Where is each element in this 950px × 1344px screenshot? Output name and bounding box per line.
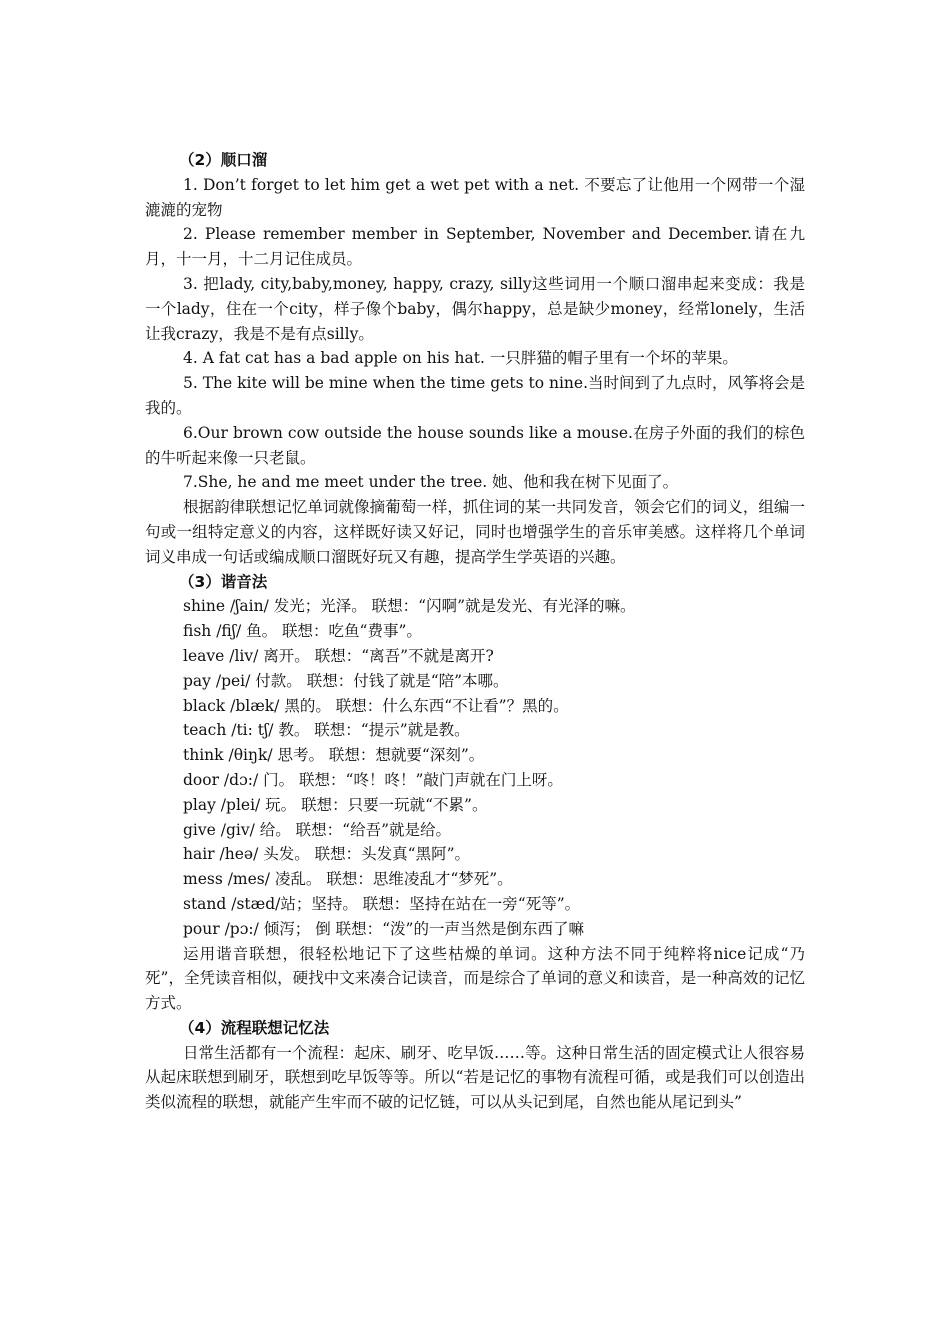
homophone-item: pay /pei/ 付款。 联想：付钱了就是“陪”本哪。 (183, 671, 509, 690)
homophone-summary: 运用谐音联想，很轻松地记下了这些枯燥的单词。这种方法不同于纯粹将nice记成“乃死”，全凭读音相似，硬找中文来凑合记读音，而是综合了单词的意义和读音，是一种高效的记忆方式。 (145, 944, 805, 1013)
section-heading-homophone: （3）谐音法 (179, 572, 268, 591)
section-heading-rhymes: （2）顺口溜 (179, 151, 268, 169)
rhymes-summary: 根据韵律联想记忆单词就像摘葡萄一样，抓住词的某一共同发音，领会它们的词义，组编一句或一组特定意义的内容，这样既好读又好记，同时也增强学生的音乐审美感。这样将几个单词词义串成一句话或编成顺口溜既好玩又有趣，提高学生学英语的兴趣。 (145, 498, 805, 566)
document-page (145, 148, 805, 1115)
rhyme-item: 3. 把lady, city,baby,money, happy, crazy, silly这些词用一个顺口溜串起来变成：我是一个lady，住在一个city，样子像个baby，偶尔happy，总是缺少money，经常lonely，生活让我crazy，我是不是有点silly。 (145, 274, 805, 343)
homophone-item: hair /heə/ 头发。 联想：头发真“黑阿”。 (183, 845, 470, 864)
homophone-item: leave /liv/ 离开。 联想：“离吾”不就是离开? (183, 646, 494, 665)
homophone-item: mess /mes/ 凌乱。 联想：思维凌乱才“梦死”。 (183, 870, 513, 889)
rhyme-item: 2. Please remember member in September, November and December.请在九月，十一月，十二月记住成员。 (145, 225, 805, 269)
rhyme-item: 7.She, he and me meet under the tree. 她、他和我在树下见面了。 (183, 473, 679, 492)
homophone-item: give /giv/ 给。 联想：“给吾”就是给。 (183, 820, 452, 839)
homophone-item: black /blæk/ 黑的。 联想：什么东西“不让看”？黑的。 (183, 696, 569, 715)
rhyme-item: 6.Our brown cow outside the house sounds like a mouse.在房子外面的我们的棕色的牛听起来像一只老鼠。 (145, 423, 805, 467)
homophone-item: fish /fiʃ/ 鱼。 联想：吃鱼“费事”。 (183, 622, 422, 641)
homophone-item: pour /pɔ:/ 倾泻； 倒 联想：“泼”的一声当然是倒东西了嘛 (183, 919, 584, 938)
rhyme-item: 4. A fat cat has a bad apple on his hat. 一只胖猫的帽子里有一个坏的苹果。 (183, 349, 738, 368)
rhyme-item: 5. The kite will be mine when the time gets to nine.当时间到了九点时，风筝将会是我的。 (145, 374, 805, 417)
homophone-item: play /plei/ 玩。 联想：只要一玩就“不累”。 (183, 795, 488, 814)
homophone-item: teach /ti: tʃ/ 教。 联想：“提示”就是教。 (183, 721, 470, 740)
rhyme-item: 1. Don’t forget to let him get a wet pet with a net. 不要忘了让他用一个网带一个湿漉漉的宠物 (145, 175, 805, 219)
homophone-item: stand /stæd/站；坚持。 联想：坚持在站在一旁“死等”。 (183, 894, 581, 913)
homophone-item: think /θiŋk/ 思考。 联想：想就要“深刻”。 (183, 746, 485, 765)
homophone-item: door /dɔ:/ 门。 联想：“咚！咚！”敲门声就在门上呀。 (183, 770, 563, 789)
section-heading-process: （4）流程联想记忆法 (179, 1018, 330, 1037)
homophone-item: shine /ʃain/ 发光；光泽。 联想：“闪啊”就是发光、有光泽的嘛。 (183, 597, 636, 616)
process-body: 日常生活都有一个流程：起床、刷牙、吃早饭……等。这种日常生活的固定模式让人很容易从起床联想到刷牙，联想到吃早饭等等。所以“若是记忆的事物有流程可循，或是我们可以创造出类似流程的联想，就能产生牢而不破的记忆链，可以从头记到尾，自然也能从尾记到头” (145, 1043, 805, 1112)
